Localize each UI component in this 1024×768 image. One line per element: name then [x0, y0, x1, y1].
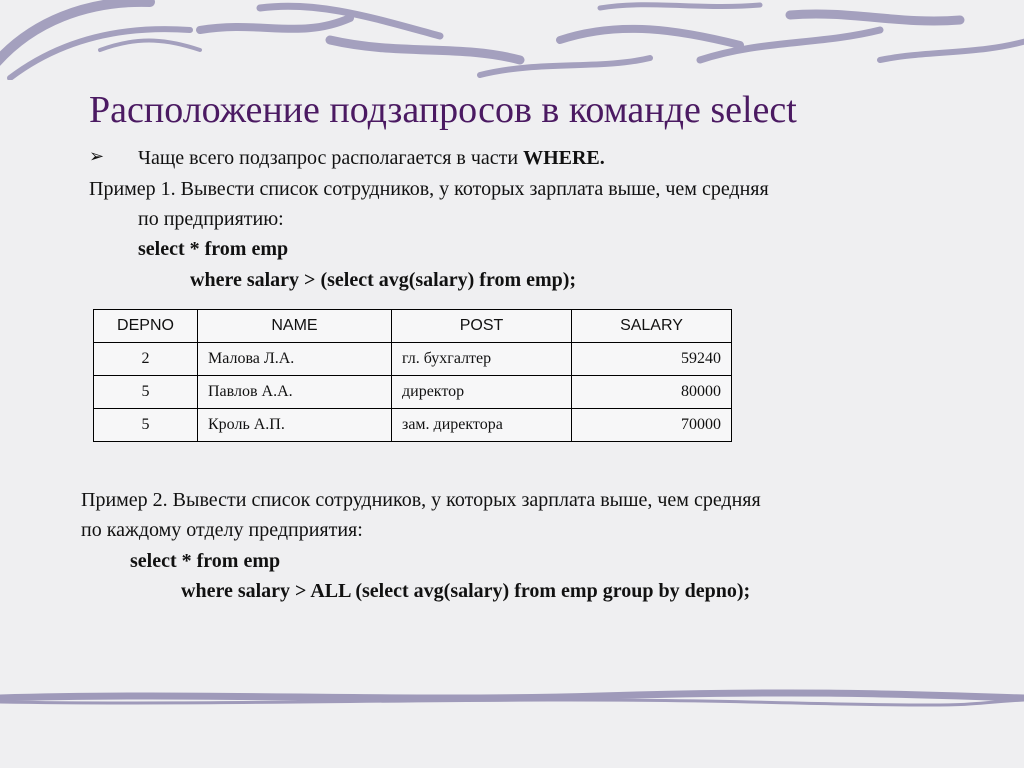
cell-salary: 70000 — [572, 409, 732, 442]
table-header-row — [94, 310, 732, 343]
example2-sql-line1: select * from emp — [130, 550, 281, 572]
cell-post: зам. директора — [392, 409, 572, 442]
example1-line1: Пример 1. Вывести список сотрудников, у которых зарплата выше, чем средняя — [89, 178, 769, 200]
cell-depno: 5 — [94, 376, 198, 409]
cell-post: директор — [392, 376, 572, 409]
example2-sql-line2: where salary > ALL (select avg(salary) from emp group by depno); — [181, 580, 751, 602]
table-row — [94, 343, 732, 376]
bottom-decoration — [0, 688, 1024, 710]
example1-sql-line2: where salary > (select avg(salary) from emp); — [190, 269, 577, 291]
cell-name: Кроль А.П. — [198, 409, 392, 442]
cell-name: Малова Л.А. — [198, 343, 392, 376]
cell-name: Павлов А.А. — [198, 376, 392, 409]
slide-title: Расположение подзапросов в команде select — [89, 89, 797, 131]
top-decoration — [0, 0, 1024, 80]
employees-table — [93, 309, 732, 442]
arrow-bullet-icon: ➢ — [89, 146, 105, 166]
bullet-text-plain: Чаще всего подзапрос располагается в части — [138, 147, 524, 169]
bullet-text — [138, 146, 605, 170]
cell-post: гл. бухгалтер — [392, 343, 572, 376]
column-header-post: POST — [392, 310, 572, 343]
column-header-name: NAME — [198, 310, 392, 343]
example2-line2: по каждому отделу предприятия: — [81, 519, 363, 541]
table-row — [94, 376, 732, 409]
column-header-depno: DEPNO — [94, 310, 198, 343]
table-row — [94, 409, 732, 442]
cell-salary: 80000 — [572, 376, 732, 409]
example2-line1: Пример 2. Вывести список сотрудников, у которых зарплата выше, чем средняя — [81, 489, 761, 511]
bullet-keyword: WHERE. — [523, 147, 605, 169]
column-header-salary: SALARY — [572, 310, 732, 343]
cell-depno: 5 — [94, 409, 198, 442]
example1-line2: по предприятию: — [138, 208, 284, 230]
cell-depno: 2 — [94, 343, 198, 376]
example1-sql-line1: select * from emp — [138, 238, 289, 260]
cell-salary: 59240 — [572, 343, 732, 376]
